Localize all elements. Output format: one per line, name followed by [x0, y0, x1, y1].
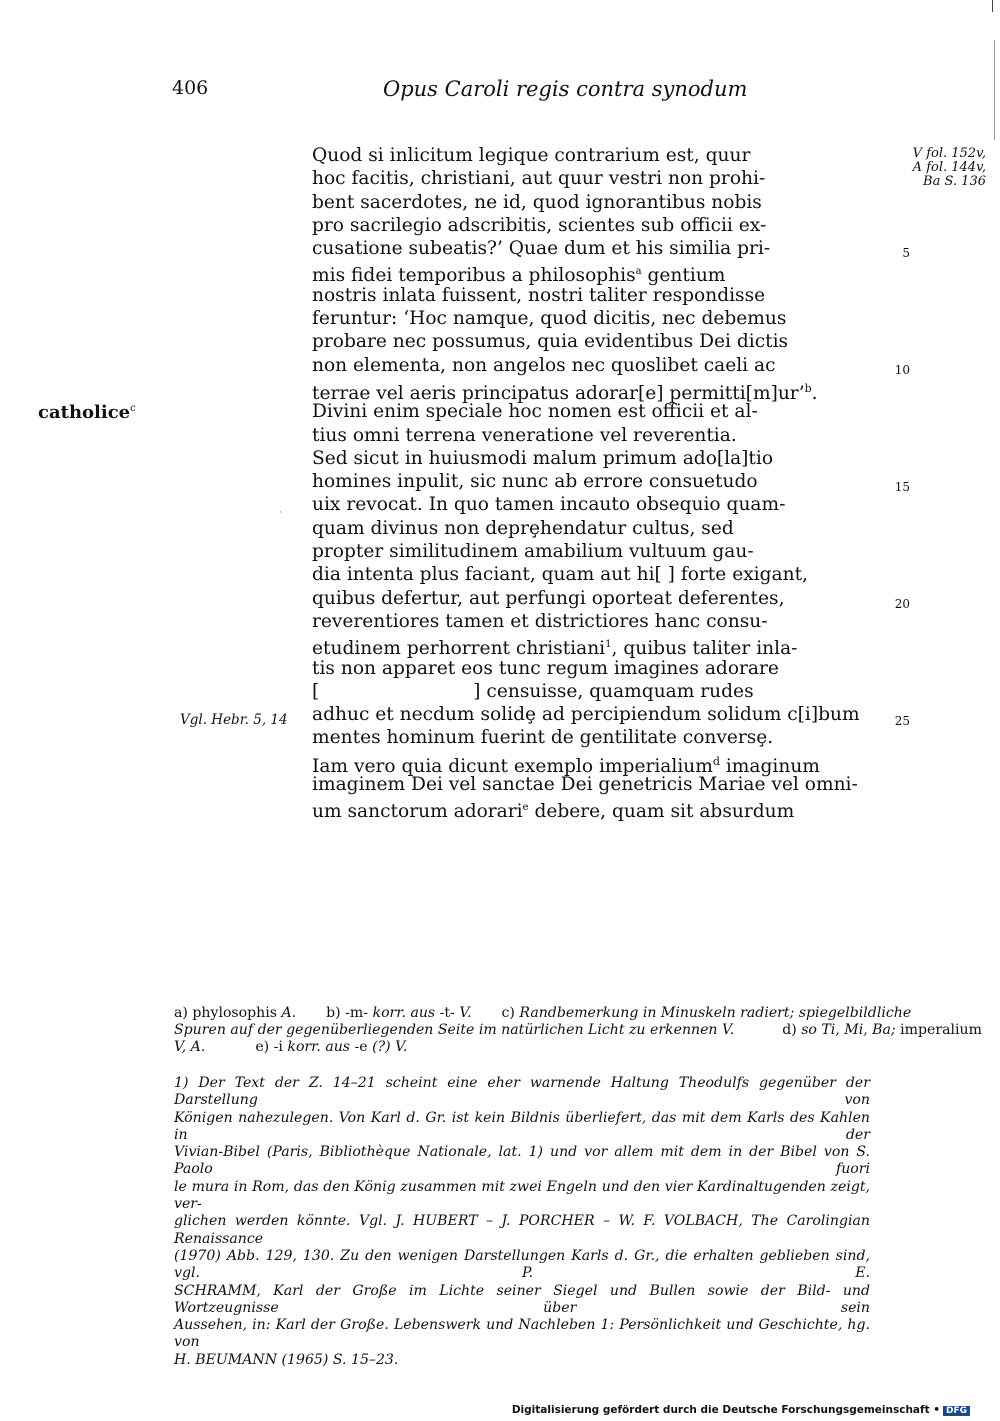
apparatus-text: Randbemerkung in Minuskeln radiert; spiegelbildliche: [519, 1005, 912, 1021]
apparatus-a: [174, 1005, 296, 1021]
apparatus-b: [326, 1005, 471, 1021]
apparatus-text: -t-: [435, 1005, 460, 1021]
text-segment: ] censuisse, quamquam rudes: [473, 680, 754, 702]
text-line: feruntur: ‘Hoc namque, quod dicitis, nec debemus: [312, 308, 787, 330]
text-line: dia intenta plus faciant, quam aut hi[ ] forte exigant,: [312, 564, 808, 586]
commentary-notes: [174, 1075, 870, 1369]
text-line: probare nec possumus, quia evidentibus Dei dictis: [312, 331, 789, 353]
text-line: non elementa, non angelos nec quoslibet caeli ac: [312, 354, 776, 376]
margin-word: catholice: [38, 402, 131, 423]
text-line: [312, 796, 812, 823]
main-text: [312, 144, 860, 823]
text-line: nostris inlata fuissent, nostri taliter respondisse: [312, 284, 766, 306]
text-segment: .: [811, 383, 818, 405]
lacuna-open: [: [312, 680, 320, 702]
text-segment: , quibus taliter inla-: [611, 638, 798, 660]
digitization-credit: [512, 1404, 970, 1416]
text-line: pro sacrilegio adscribitis, scientes sub officii ex-: [312, 214, 767, 236]
note-line: Vivian-Bibel (Paris, Bibliothèque Nationale, lat. 1) und vor allem mit dem in der Bibel von S. Paolo fuori: [174, 1144, 870, 1178]
text-line: uix revocat. In quo tamen incauto obsequio quam-: [312, 494, 786, 516]
text-line: mentes hominum fuerint de gentilitate conversȩ.: [312, 727, 774, 749]
text-line: Divini enim speciale hoc nomen est officii et al-: [312, 401, 758, 423]
apparatus-text: Spuren auf der gegenüberliegenden Seite im natürlichen Licht zu erkennen V.: [174, 1022, 735, 1039]
text-line: reverentiores tamen et districtiores hanc consu-: [312, 610, 768, 632]
margin-word-superscript: c: [130, 403, 136, 414]
text-line: [312, 260, 812, 287]
note-line: Aussehen, in: Karl der Große. Lebenswerk und Nachleben 1: Persönlichkeit und Geschichte, hg. von: [174, 1317, 870, 1351]
text-segment: gentium: [641, 265, 726, 287]
note-marker-1: 1: [605, 639, 612, 651]
text-line: [312, 680, 812, 703]
line-number: 20: [894, 597, 910, 611]
credit-text: Digitalisierung gefördert durch die Deutsche Forschungsgemeinschaft •: [511, 1404, 940, 1416]
text-segment: Iam vero quia dicunt exemplo imperialium: [312, 755, 713, 777]
bible-reference: Vgl. Hebr. 5, 14: [180, 712, 288, 728]
dfg-logo: DFG: [943, 1406, 970, 1416]
manuscript-ref-ba: Ba S. 136: [923, 174, 986, 189]
text-line: imaginem Dei vel sanctae Dei genetricis Mariae vel omni-: [312, 774, 858, 796]
apparatus-label: c): [501, 1005, 520, 1021]
footnote-marker-e: e: [522, 802, 529, 814]
text-segment: debere, quam sit absurdum: [528, 801, 795, 823]
text-segment: terrae vel aeris principatus adorar[e] permitti[m]ur’: [312, 383, 805, 405]
page-number: 406: [172, 77, 209, 99]
text-line: [312, 750, 820, 777]
text-line: Sed sicut in huiusmodi malum primum ado[la]tio: [312, 447, 774, 469]
text-line: adhuc et necdum solidȩ ad percipiendum solidum c[i]bum: [312, 704, 860, 726]
apparatus-label: b) -m-: [326, 1005, 373, 1021]
note-line: H. BEUMANN (1965) S. 15–23.: [174, 1351, 399, 1368]
line-number: 15: [894, 480, 910, 494]
apparatus-korr: korr. aus: [372, 1005, 436, 1021]
apparatus-siglum: V, A.: [174, 1039, 206, 1056]
note-line: (1970) Abb. 129, 130. Zu den wenigen Darstellungen Karls d. Gr., die erhalten geblieben sind, vgl. P. E.: [174, 1247, 870, 1282]
text-segment: mis fidei temporibus a philosophis: [312, 265, 636, 287]
text-line: tius omni terrena veneratione vel reverentia.: [312, 424, 737, 446]
apparatus-c: [502, 1005, 912, 1021]
footnote-marker-a: a: [635, 266, 642, 278]
line-number: 25: [894, 714, 910, 728]
apparatus-siglum: A.: [281, 1005, 297, 1021]
text-segment: um sanctorum adorari: [312, 801, 523, 823]
note-line: 1) Der Text der Z. 14–21 scheint eine eher warnende Haltung Theodulfs gegenüber der Darstellung von: [174, 1075, 870, 1109]
line-number: 10: [894, 363, 910, 377]
note-line: glichen werden könnte. Vgl. J. HUBERT – J. PORCHER – W. F. VOLBACH, The Carolingian Renaissance: [174, 1213, 870, 1247]
manuscript-ref-a: A fol. 144v,: [912, 160, 986, 175]
apparatus-text: so Ti, Mi, Ba;: [801, 1022, 896, 1039]
apparatus-label: d): [782, 1022, 802, 1039]
apparatus-siglum: (?) V.: [372, 1039, 408, 1056]
text-line: cusatione subeatis?’ Quae dum et his similia pri-: [312, 238, 771, 260]
footnote-marker-d: d: [712, 754, 720, 768]
text-line: Quod si inlicitum legique contrarium est, quur: [312, 145, 751, 166]
apparatus-e: [255, 1039, 407, 1055]
page-edge-mark: [992, 0, 993, 12]
running-title: Opus Caroli regis contra synodum: [383, 77, 748, 101]
critical-apparatus: [174, 1005, 982, 1057]
text-line: quam divinus non deprȩhendatur cultus, sed: [312, 517, 734, 539]
apparatus-line: [174, 1005, 912, 1022]
text-line: propter similitudinem amabilium vultuum gau-: [312, 541, 754, 563]
apparatus-text: -e: [350, 1039, 373, 1056]
margin-speck: `: [279, 512, 284, 522]
text-line: tis non apparet eos tunc regum imagines adorare: [312, 657, 779, 679]
apparatus-korr: korr. aus: [287, 1039, 351, 1056]
text-line: quibus defertur, aut perfungi oporteat deferentes,: [312, 587, 785, 609]
note-line: SCHRAMM, Karl der Große im Lichte seiner Siegel und Bullen sowie der Bild- und Wortzeugnisse über sein: [174, 1282, 870, 1316]
apparatus-siglum: V.: [459, 1005, 472, 1021]
text-line: [312, 633, 812, 660]
manuscript-ref-v: V fol. 152v,: [912, 146, 986, 161]
apparatus-line: [174, 1039, 870, 1056]
line-number: 5: [902, 246, 910, 260]
margin-catholice: [38, 402, 136, 423]
note-line: le mura in Rom, das den König zusammen mit zwei Engeln und den vier Kardinaltugenden zeigt, ver-: [174, 1178, 870, 1213]
footnote-marker-b: b: [804, 381, 812, 395]
text-line: [312, 377, 818, 405]
apparatus-line: [174, 1022, 982, 1039]
text-segment: etudinem perhorrent christiani: [312, 638, 606, 660]
apparatus-label: a) phylosophis: [174, 1005, 282, 1021]
page-edge-line: [994, 40, 995, 140]
text-segment: imaginum: [719, 755, 820, 777]
text-line: bent sacerdotes, ne id, quod ignorantibus nobis: [312, 191, 762, 213]
apparatus-d: [782, 1022, 982, 1038]
text-line: hoc facitis, christiani, aut quur vestri non prohi-: [312, 168, 766, 190]
apparatus-label: e) -i: [255, 1039, 288, 1056]
apparatus-text: imperalium: [895, 1022, 982, 1039]
text-line: homines inpulit, sic nunc ab errore consuetudo: [312, 471, 758, 493]
note-line: Königen nahezulegen. Von Karl d. Gr. ist kein Bildnis überliefert, das mit dem Karls des Kahlen in der: [174, 1109, 870, 1143]
